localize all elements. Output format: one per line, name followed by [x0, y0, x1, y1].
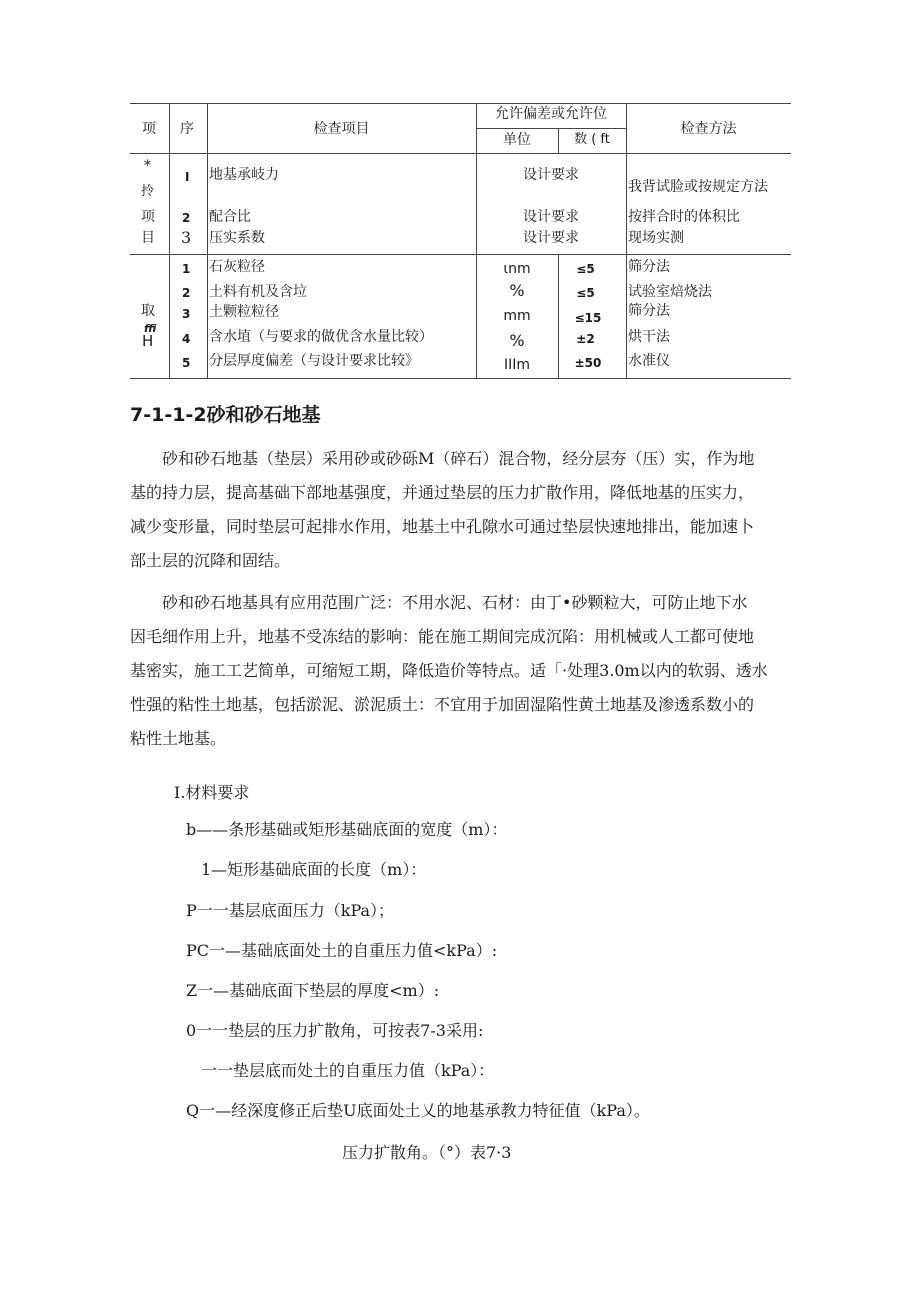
paragraph-line: 砂和砂石地基具有应用范围广泛：不用水泥、石材：由丁•砂颗粒大，可防止地下水: [162, 593, 748, 612]
group2-label-a: 取: [141, 303, 155, 319]
header-item: 检查项目: [313, 121, 370, 137]
row-unit: %: [509, 281, 525, 300]
paragraph-2: [130, 586, 794, 756]
row-method: 筛分法: [628, 303, 670, 319]
table-bottom-rule: [130, 378, 791, 379]
row-number: 4: [182, 332, 191, 346]
symbol-definition: PC一—基础底面处土的自重压力值<kPa）:: [186, 941, 498, 960]
paragraph-line: 粘性土地基。: [130, 729, 227, 748]
row-item: 分层厚度偏差（与设计要求比较》: [209, 353, 419, 369]
col-rule-2: [207, 103, 208, 378]
group1-label-b: 拎: [141, 184, 155, 199]
row-method: 烘干法: [628, 329, 670, 345]
symbol-definition: b——条形基础或矩形基础底面的宽度（m）：: [186, 820, 508, 839]
symbol-definition: P一一基层底面压力（kPa）；: [186, 901, 395, 920]
row-number: 2: [182, 211, 191, 225]
paragraph-line: 减少变形量，同时垫层可起排水作用，地基土中孔隙水可通过垫层快速地排出，能加速卜: [130, 517, 755, 536]
row-unit: 设计要求: [523, 209, 579, 225]
header-method: 检查方法: [680, 121, 737, 137]
header-unit: 单位: [503, 132, 531, 148]
row-unit: IIIm: [503, 357, 531, 373]
header-value: 数 ( ft: [574, 132, 610, 147]
group1-label-a: *: [144, 158, 151, 174]
row-number: 5: [182, 356, 191, 370]
row-method: 水准仪: [628, 353, 670, 369]
paragraph-line: 砂和砂石地基（垫层）采用砂或砂砾M（碎石）混合物，经分层夯（压）实，作为地: [162, 449, 755, 468]
row-value: ≤5: [576, 286, 595, 300]
col-rule-1: [169, 103, 170, 378]
header-bottom-rule: [130, 153, 791, 154]
paragraph-line: 因毛细作用上升，地基不受冻结的影响：能在施工期间完成沉陷：用机械或人工都可使地: [130, 627, 755, 646]
row-item: 配合比: [209, 209, 251, 225]
row-method: 筛分法: [628, 259, 670, 275]
table-caption: 压力扩散角。（°）表7·3: [342, 1143, 512, 1162]
row-value: ≤5: [576, 262, 595, 276]
paragraph-line: 基密实，施工工艺简单，可缩短工期，降低造价等特点。适「·处理3.0m以内的软弱、透水: [130, 661, 768, 680]
paragraph-1: [130, 442, 794, 578]
group1-label-d: 目: [141, 230, 155, 246]
row-item: 土颗粒粒径: [209, 304, 279, 320]
row-unit: mm: [503, 308, 531, 324]
row-number: 3: [181, 228, 192, 247]
header-split-rule: [476, 128, 626, 129]
header-col1: 项: [142, 121, 156, 137]
symbol-definition: 1—矩形基础底面的长度（m）：: [201, 860, 427, 879]
row-method: 我背试脸或按规定方法: [628, 179, 768, 195]
row-item: 压实系数: [209, 230, 265, 246]
row-value: ≤15: [574, 311, 602, 325]
header-col2: 序: [180, 121, 194, 137]
group1-label-c: 项: [141, 209, 155, 225]
row-unit: 设计要求: [523, 167, 579, 183]
row-item: 地基承岐力: [209, 167, 279, 183]
group-divider-rule: [130, 254, 791, 255]
symbol-definition: 一一垫层底而处土的自重压力值（kPa）：: [201, 1061, 495, 1080]
row-item: 石灰粒径: [209, 259, 265, 275]
group2-label-c: H: [142, 332, 154, 350]
header-tolerance: 允许偏差或允许位: [495, 106, 607, 122]
row-number: 3: [182, 307, 191, 321]
row-number: 1: [182, 262, 191, 276]
group2-label-b: ffi: [144, 322, 157, 335]
row-method: 按拌合时的体积比: [628, 209, 740, 225]
row-number: I: [185, 170, 190, 184]
row-number: 2: [182, 286, 191, 300]
row-item: 土料有机及含垃: [209, 284, 307, 300]
symbol-definition: Q一—经深度修正后垫U底面处土乂的地基承教力特征值（kPa）。: [186, 1101, 650, 1120]
table-top-rule: [130, 103, 791, 104]
section-title: 7-1-1-2砂和砂石地基: [130, 404, 321, 426]
col-rule-4: [626, 103, 627, 378]
row-unit: 设计要求: [523, 230, 579, 246]
row-unit: %: [509, 331, 525, 350]
symbol-definition: Z一—基础底面下垫层的厚度<m）:: [186, 981, 440, 1000]
row-item: 含水埴（与要求的做优含水量比较）: [209, 329, 433, 345]
symbol-definition: 0一一垫层的压力扩散角，可按表7-3采用:: [186, 1021, 484, 1040]
paragraph-line: 基的持力层，提高基础下部地基强度，并通过垫层的压力扩散作用，降低地基的压实力，: [130, 483, 755, 502]
row-unit: ιnm: [503, 261, 531, 277]
row-value: ±50: [574, 356, 602, 370]
row-value: ±2: [576, 332, 595, 346]
subheading-material-requirements: I.材料要求: [174, 783, 250, 802]
row-method: 试验室焙烧法: [628, 284, 712, 300]
paragraph-line: 部土层的沉降和固结。: [130, 551, 291, 570]
paragraph-line: 性强的粘性土地基，包括淤泥、淤泥质土：不宜用于加固湿陷性黄土地基及渗透系数小的: [130, 695, 755, 714]
row-method: 现场实测: [628, 230, 684, 246]
